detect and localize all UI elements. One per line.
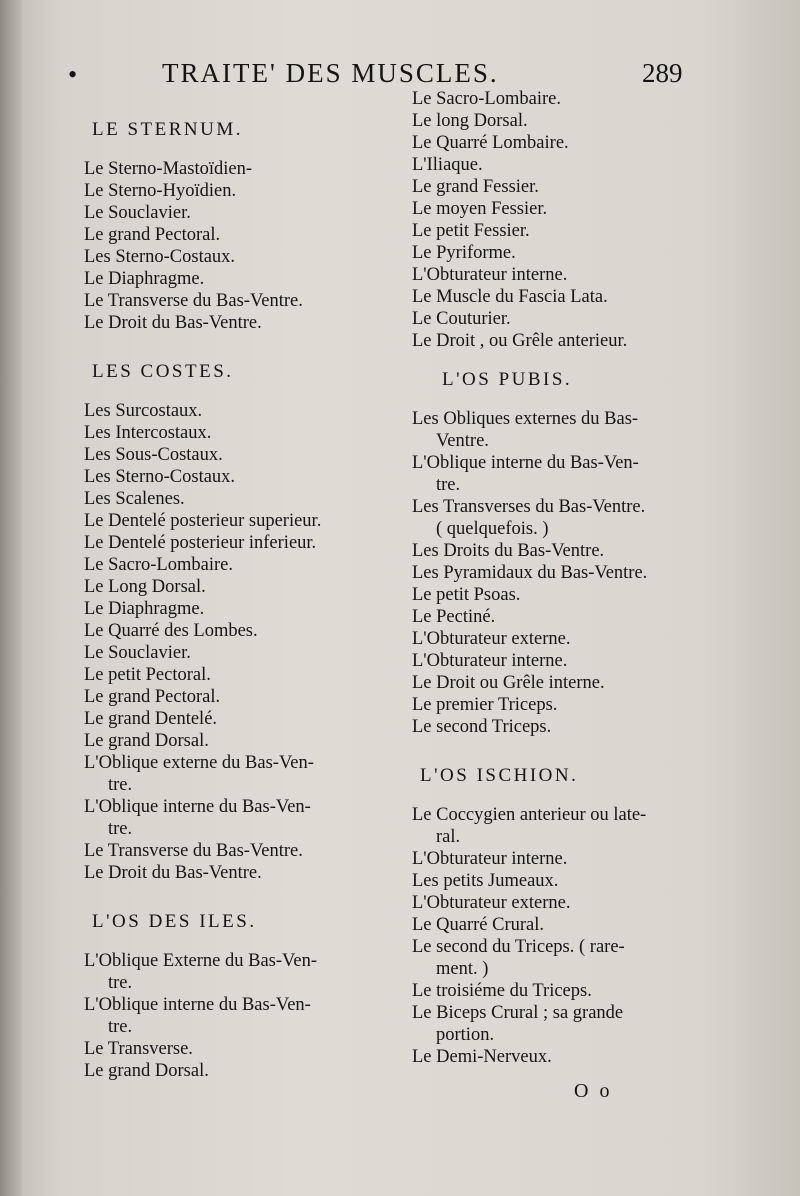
list-item-continuation: tre. xyxy=(108,973,133,993)
list-item: Le petit Psoas. xyxy=(412,585,521,605)
list-item: Le Quarré des Lombes. xyxy=(84,621,258,641)
list-item: Le Pectiné. xyxy=(412,607,496,627)
list-item-continuation: ral. xyxy=(436,827,461,847)
list-item: Le Sterno-Mastoïdien- xyxy=(84,159,252,179)
catchword: O o xyxy=(574,1080,613,1102)
list-item: Les Scalenes. xyxy=(84,489,185,509)
list-item-continuation: ( quelquefois. ) xyxy=(436,519,549,539)
section-heading: LE STERNUM. xyxy=(92,119,243,140)
list-item: Le troisiéme du Triceps. xyxy=(412,981,592,1001)
list-item: Le grand Dorsal. xyxy=(84,1061,209,1081)
list-item: Le Muscle du Fascia Lata. xyxy=(412,287,608,307)
section-heading: L'OS PUBIS. xyxy=(442,369,573,390)
left-column xyxy=(84,110,354,1082)
list-item: L'Obturateur interne. xyxy=(412,265,568,285)
list-item-continuation: Ventre. xyxy=(436,431,489,451)
list-item: Le grand Pectoral. xyxy=(84,687,221,707)
list-item: L'Oblique interne du Bas-Ven- xyxy=(84,797,311,817)
list-item: Le Dentelé posterieur inferieur. xyxy=(84,533,317,553)
running-title: TRAITE' DES MUSCLES. xyxy=(162,58,499,88)
list-item: L'Obturateur interne. xyxy=(412,651,568,671)
right-column xyxy=(412,88,702,1068)
list-item: L'Oblique interne du Bas-Ven- xyxy=(412,453,639,473)
list-item-continuation: portion. xyxy=(436,1025,495,1045)
list-item: L'Oblique externe du Bas-Ven- xyxy=(84,753,314,773)
list-item: Le petit Fessier. xyxy=(412,221,530,241)
list-item: Les Sterno-Costaux. xyxy=(84,247,236,267)
list-item: Le grand Dentelé. xyxy=(84,709,218,729)
list-item: Le Coccygien anterieur ou late- xyxy=(412,805,647,825)
list-item: Les Sterno-Costaux. xyxy=(84,467,236,487)
list-item: Le Couturier. xyxy=(412,309,511,329)
list-item: Les Sous-Costaux. xyxy=(84,445,223,465)
list-item: Le Droit du Bas-Ventre. xyxy=(84,313,262,333)
page-number: 289 xyxy=(642,58,683,88)
list-item: Le Long Dorsal. xyxy=(84,577,206,597)
list-item: Le Souclavier. xyxy=(84,643,191,663)
list-item: Le Souclavier. xyxy=(84,203,191,223)
list-item: Le grand Dorsal. xyxy=(84,731,209,751)
list-item-continuation: tre. xyxy=(108,819,133,839)
list-item: Le Quarré Lombaire. xyxy=(412,133,569,153)
list-item: Le grand Fessier. xyxy=(412,177,539,197)
list-item: Le Transverse du Bas-Ventre. xyxy=(84,291,303,311)
list-item-continuation: tre. xyxy=(436,475,461,495)
list-item: Les Surcostaux. xyxy=(84,401,203,421)
list-item: Le premier Triceps. xyxy=(412,695,558,715)
list-item: Le Diaphragme. xyxy=(84,269,205,289)
list-item: Le Droit du Bas-Ventre. xyxy=(84,863,262,883)
list-item: Le grand Pectoral. xyxy=(84,225,221,245)
list-item: Le second Triceps. xyxy=(412,717,552,737)
list-item: L'Oblique Externe du Bas-Ven- xyxy=(84,951,317,971)
list-item: Le Diaphragme. xyxy=(84,599,205,619)
list-item: Les Droits du Bas-Ventre. xyxy=(412,541,605,561)
list-item: Les Obliques externes du Bas- xyxy=(412,409,639,429)
list-item: Le moyen Fessier. xyxy=(412,199,548,219)
list-item: L'Oblique interne du Bas-Ven- xyxy=(84,995,311,1015)
list-item: Le Pyriforme. xyxy=(412,243,516,263)
section-heading: L'OS ISCHION. xyxy=(420,765,579,786)
list-item: Le Dentelé posterieur superieur. xyxy=(84,511,322,531)
list-item: Le long Dorsal. xyxy=(412,111,528,131)
list-item-continuation: ment. ) xyxy=(436,959,489,979)
list-item: Le Sterno-Hyoïdien. xyxy=(84,181,237,201)
list-item: Le Demi-Nerveux. xyxy=(412,1047,552,1067)
header-mark: • xyxy=(68,60,78,89)
list-item: Les Transverses du Bas-Ventre. xyxy=(412,497,646,517)
list-item: Le Quarré Crural. xyxy=(412,915,545,935)
list-item: Les Pyramidaux du Bas-Ventre. xyxy=(412,563,648,583)
list-item: L'Obturateur externe. xyxy=(412,893,571,913)
list-item: Le petit Pectoral. xyxy=(84,665,211,685)
list-item: Le Sacro-Lombaire. xyxy=(412,89,561,109)
section-heading: L'OS DES ILES. xyxy=(92,911,257,932)
list-item: Le Transverse du Bas-Ventre. xyxy=(84,841,303,861)
list-item: Le second du Triceps. ( rare- xyxy=(412,937,625,957)
list-item: Le Droit ou Grêle interne. xyxy=(412,673,605,693)
list-item: Les Intercostaux. xyxy=(84,423,212,443)
list-item-continuation: tre. xyxy=(108,1017,133,1037)
page-gutter-shadow xyxy=(0,0,22,1196)
list-item: Les petits Jumeaux. xyxy=(412,871,559,891)
list-item: Le Sacro-Lombaire. xyxy=(84,555,233,575)
list-item: Le Transverse. xyxy=(84,1039,193,1059)
list-item: L'Iliaque. xyxy=(412,155,483,175)
list-item-continuation: tre. xyxy=(108,775,133,795)
list-item: L'Obturateur externe. xyxy=(412,629,571,649)
section-heading: LES COSTES. xyxy=(92,361,234,382)
list-item: Le Droit , ou Grêle anterieur. xyxy=(412,331,628,351)
list-item: L'Obturateur interne. xyxy=(412,849,568,869)
list-item: Le Biceps Crural ; sa grande xyxy=(412,1003,624,1023)
